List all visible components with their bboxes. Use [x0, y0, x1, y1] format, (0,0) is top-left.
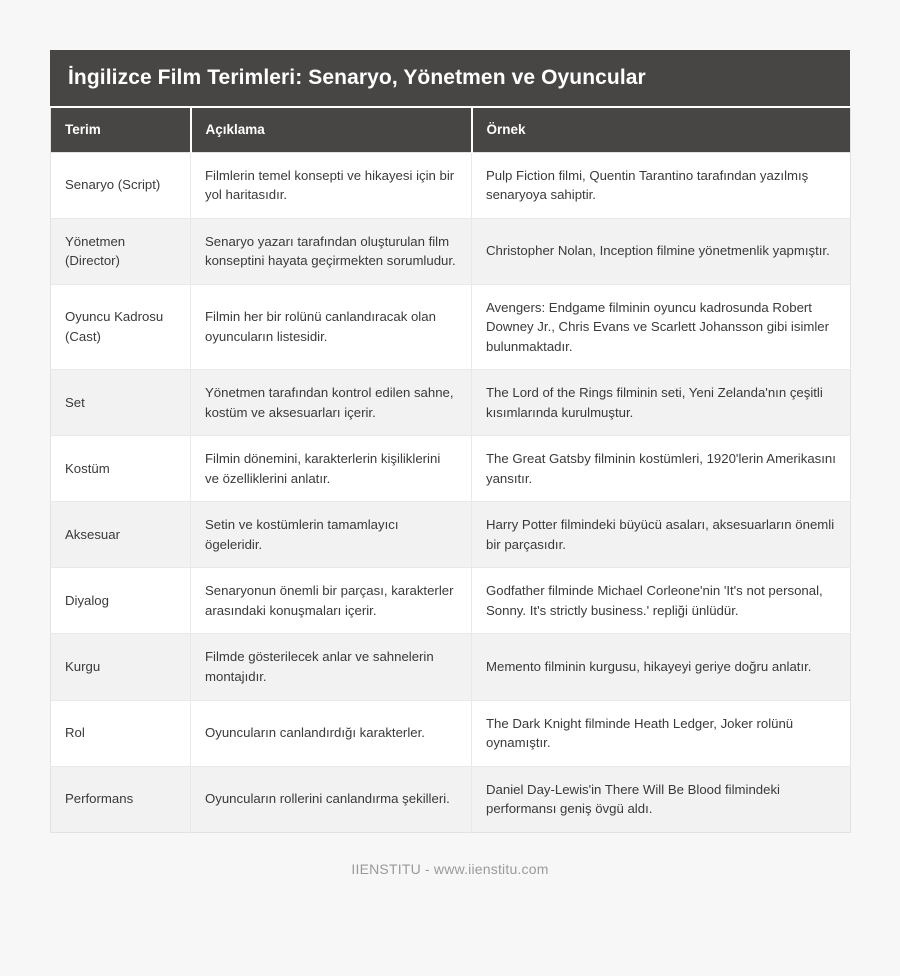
- table-body: [51, 152, 851, 832]
- table-row: [51, 284, 851, 370]
- cell-example: Godfather filminde Michael Corleone'nin 'It's not personal, Sonny. It's strictly business.' repliği ünlüdür.: [472, 568, 851, 634]
- table-row: [51, 436, 851, 502]
- cell-example: Harry Potter filmindeki büyücü asaları, aksesuarların önemli bir parçasıdır.: [472, 502, 851, 568]
- page-title: İngilizce Film Terimleri: Senaryo, Yönetmen ve Oyuncular: [68, 66, 646, 90]
- cell-term: Set: [51, 370, 191, 436]
- cell-example: Memento filminin kurgusu, hikayeyi geriye doğru anlatır.: [472, 634, 851, 700]
- cell-example: Pulp Fiction filmi, Quentin Tarantino tarafından yazılmış senaryoya sahiptir.: [472, 152, 851, 218]
- cell-example: Christopher Nolan, Inception filmine yönetmenlik yapmıştır.: [472, 218, 851, 284]
- column-header-example: Örnek: [472, 108, 851, 152]
- cell-term: Performans: [51, 766, 191, 832]
- cell-description: Filmde gösterilecek anlar ve sahnelerin montajıdır.: [191, 634, 472, 700]
- cell-description: Oyuncuların canlandırdığı karakterler.: [191, 700, 472, 766]
- table-row: [51, 700, 851, 766]
- film-terms-table: [50, 108, 851, 833]
- table-row: [51, 502, 851, 568]
- cell-term: Yönetmen (Director): [51, 218, 191, 284]
- cell-example: The Lord of the Rings filminin seti, Yeni Zelanda'nın çeşitli kısımlarında kurulmuştur.: [472, 370, 851, 436]
- table-row: [51, 568, 851, 634]
- footer-attribution: IIENSTITU - www.iienstitu.com: [351, 860, 549, 877]
- cell-term: Kostüm: [51, 436, 191, 502]
- cell-example: Daniel Day-Lewis'in There Will Be Blood filmindeki performansı geniş övgü aldı.: [472, 766, 851, 832]
- cell-term: Kurgu: [51, 634, 191, 700]
- table-header-row: [51, 108, 851, 152]
- cell-description: Filmlerin temel konsepti ve hikayesi için bir yol haritasıdır.: [191, 152, 472, 218]
- table-header: [51, 108, 851, 152]
- cell-term: Diyalog: [51, 568, 191, 634]
- cell-description: Yönetmen tarafından kontrol edilen sahne, kostüm ve aksesuarları içerir.: [191, 370, 472, 436]
- cell-description: Filmin her bir rolünü canlandıracak olan oyuncuların listesidir.: [191, 284, 472, 370]
- table-row: [51, 370, 851, 436]
- cell-description: Oyuncuların rollerini canlandırma şekilleri.: [191, 766, 472, 832]
- cell-term: Aksesuar: [51, 502, 191, 568]
- cell-example: The Dark Knight filminde Heath Ledger, Joker rolünü oynamıştır.: [472, 700, 851, 766]
- cell-description: Setin ve kostümlerin tamamlayıcı ögeleridir.: [191, 502, 472, 568]
- cell-description: Senaryo yazarı tarafından oluşturulan film konseptini hayata geçirmekten sorumludur.: [191, 218, 472, 284]
- table-row: [51, 634, 851, 700]
- cell-term: Senaryo (Script): [51, 152, 191, 218]
- cell-example: The Great Gatsby filminin kostümleri, 1920'lerin Amerikasını yansıtır.: [472, 436, 851, 502]
- table-row: [51, 766, 851, 832]
- table-row: [51, 218, 851, 284]
- table-row: [51, 152, 851, 218]
- cell-term: Oyuncu Kadrosu (Cast): [51, 284, 191, 370]
- cell-term: Rol: [51, 700, 191, 766]
- page-title-banner: [50, 50, 850, 108]
- column-header-description: Açıklama: [191, 108, 472, 152]
- cell-description: Senaryonun önemli bir parçası, karakterler arasındaki konuşmaları içerir.: [191, 568, 472, 634]
- cell-description: Filmin dönemini, karakterlerin kişiliklerini ve özelliklerini anlatır.: [191, 436, 472, 502]
- cell-example: Avengers: Endgame filminin oyuncu kadrosunda Robert Downey Jr., Chris Evans ve Scarlett Johansson gibi isimler bulunmaktadır.: [472, 284, 851, 370]
- column-header-term: Terim: [51, 108, 191, 152]
